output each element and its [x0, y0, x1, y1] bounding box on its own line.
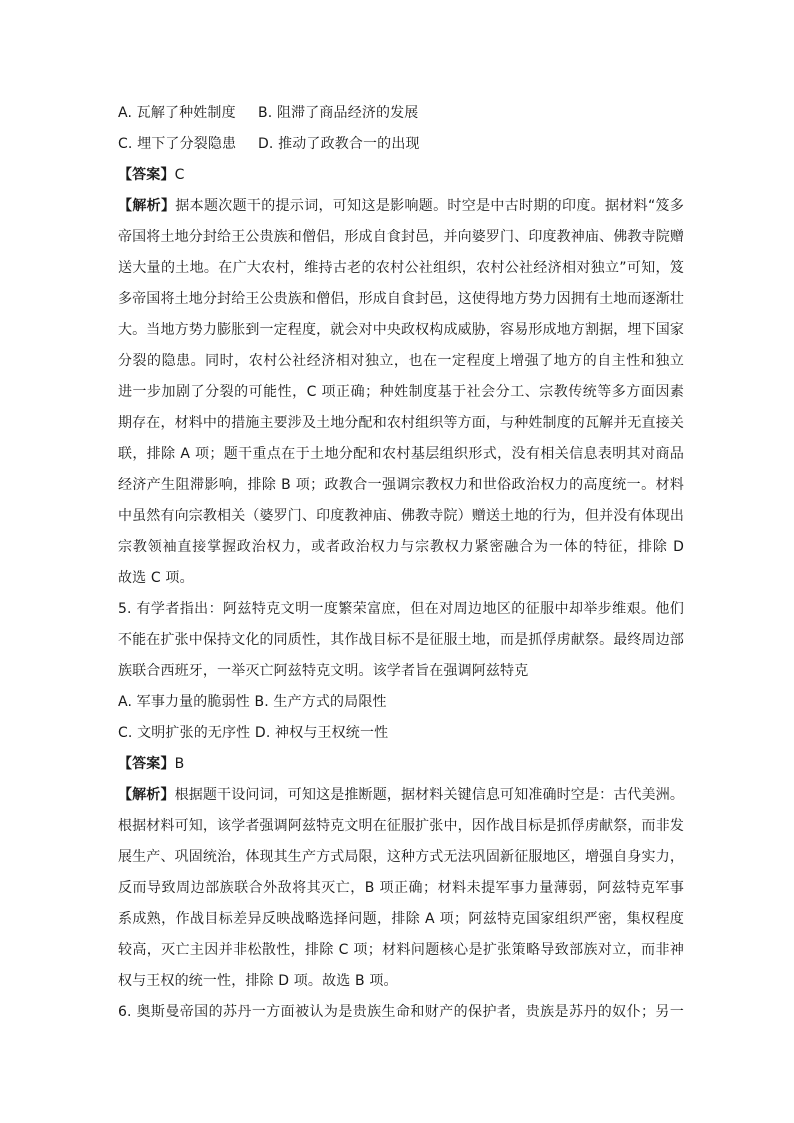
q4-analysis-line: 中虽然有向宗教相关（婆罗门、印度教神庙、佛教寺院）赠送土地的行为，但并没有体现出 [118, 508, 684, 524]
q4-analysis-line: 分裂的隐患。同时，农村公社经济相对独立，也在一定程度上增强了地方的自主性和独立 [118, 353, 684, 369]
q4-options-ab [118, 98, 684, 129]
q4-analysis-line: 宗教领袖直接掌握政治权力，或者政治权力与宗教权力紧密融合为一体的特征，排除 D [118, 539, 684, 555]
q4-answer [118, 160, 684, 191]
q4-option-a: A. 瓦解了种姓制度 [118, 105, 236, 121]
q5-analysis-label: 【解析】 [118, 787, 175, 803]
q5-answer-label: 【答案】 [118, 756, 175, 772]
q6-stem-line: 6. 奥斯曼帝国的苏丹一方面被认为是贵族生命和财产的保护者，贵族是苏丹的奴仆；另一 [118, 1004, 684, 1020]
q4-analysis-line: 期存在，材料中的措施主要涉及土地分配和农村组织等方面，与种姓制度的瓦解并无直接关 [118, 415, 684, 431]
q4-answer-value: C [174, 167, 185, 183]
q4-analysis-label: 【解析】 [118, 198, 176, 214]
q4-option-c: C. 埋下了分裂隐患 [118, 136, 237, 152]
q4-analysis-line: 故选 C 项。 [118, 570, 194, 586]
q5-options-cd: C. 文明扩张的无序性 D. 神权与王权统一性 [118, 725, 389, 741]
q5-stem-line: 不能在扩张中保持文化的同质性，其作战目标不是征服土地，而是抓俘虏献祭。最终周边部 [118, 632, 684, 648]
q5-stem-line: 5. 有学者指出：阿兹特克文明一度繁荣富庶，但在对周边地区的征服中却举步维艰。他们 [118, 601, 684, 617]
q4-analysis-line: 大。当地方势力膨胀到一定程度，就会对中央政权构成威胁，容易形成地方割据，埋下国家 [118, 322, 684, 338]
q4-analysis-line [118, 191, 684, 222]
q5-analysis-line: 系成熟，作战目标差异反映战略选择问题，排除 A 项；阿兹特克国家组织严密，集权程度 [118, 911, 684, 927]
q4-analysis-text: 据本题次题干的提示词，可知这是影响题。时空是中古时期的印度。据材料“笈多 [175, 198, 684, 214]
q4-answer-label: 【答案】 [118, 167, 175, 183]
q5-analysis-text: 根据题干设问词，可知这是推断题，据材料关键信息可知准确时空是：古代美洲。 [174, 787, 684, 803]
q4-analysis-line: 多帝国将土地分封给王公贵族和僧侣，形成自食封邑，这使得地方势力因拥有土地而逐渐壮 [118, 291, 684, 307]
q4-option-d: D. 推动了政教合一的出现 [258, 136, 420, 152]
q4-analysis-line: 帝国将土地分封给王公贵族和僧侣，形成自食封邑，并向婆罗门、印度教神庙、佛教寺院赠 [118, 229, 684, 245]
q5-analysis-line: 根据材料可知，该学者强调阿兹特克文明在征服扩张中，因作战目标是抓俘虏献祭，而非发 [118, 818, 684, 834]
q5-analysis-line: 权与王权的统一性，排除 D 项。故选 B 项。 [118, 973, 398, 989]
q4-analysis-line: 联，排除 A 项；题干重点在于土地分配和农村基层组织形式，没有相关信息表明其对商品 [118, 446, 684, 462]
q4-option-b: B. 阻滞了商品经济的发展 [258, 105, 419, 121]
q5-analysis-line: 展生产、巩固统治，体现其生产方式局限，这种方式无法巩固新征服地区，增强自身实力， [118, 849, 684, 865]
q5-answer [118, 749, 684, 780]
q4-options-cd [118, 129, 684, 160]
q4-analysis-line: 进一步加剧了分裂的可能性，C 项正确；种姓制度基于社会分工、宗教传统等多方面因素 [118, 384, 684, 400]
q4-analysis-line: 经济产生阻滞影响，排除 B 项；政教合一强调宗教权力和世俗政治权力的高度统一。材料 [118, 477, 684, 493]
q5-analysis-line: 反而导致周边部族联合外敌将其灭亡，B 项正确；材料未提军事力量薄弱，阿兹特克军事 [118, 880, 684, 896]
q5-analysis-line: 较高，灭亡主因并非松散性，排除 C 项；材料问题核心是扩张策略导致部族对立，而非神 [118, 942, 684, 958]
q4-analysis-line: 送大量的土地。在广大农村，维持古老的农村公社组织，农村公社经济相对独立”可知，笈 [118, 260, 684, 276]
q5-stem-line: 族联合西班牙，一举灭亡阿兹特克文明。该学者旨在强调阿兹特克 [118, 663, 529, 679]
document-page [118, 98, 684, 1028]
q5-answer-value: B [174, 756, 185, 772]
q5-options-ab: A. 军事力量的脆弱性 B. 生产方式的局限性 [118, 694, 387, 710]
q5-analysis-line [118, 780, 684, 811]
